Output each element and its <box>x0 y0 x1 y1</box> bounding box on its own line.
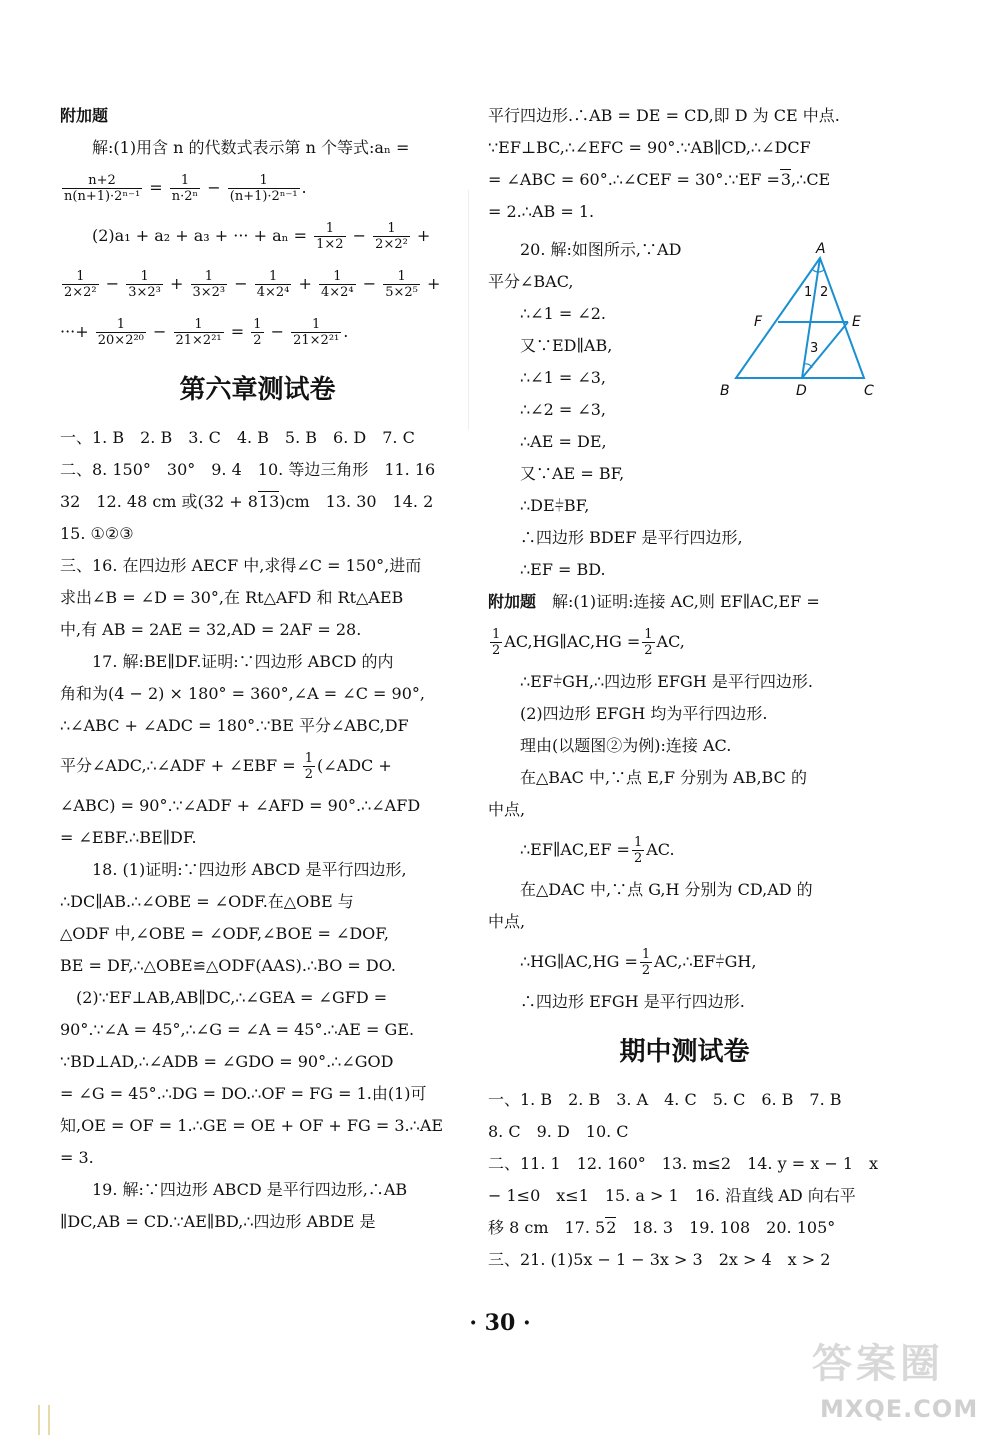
extra-q-line: $\frac{1}{2}$ AC,HG∥AC,HG = $\frac{1}{2}$ AC, <box>492 627 685 658</box>
sqrt: 2 <box>606 1218 617 1237</box>
answers-section-2b: 32 12. 48 cm 或(32 + 813)cm 13. 30 14. 2 <box>60 492 434 511</box>
triangle-figure <box>712 238 882 400</box>
q17-line: 角和为(4 − 2) × 180° = 360°,∠A = ∠C = 90°, <box>60 684 425 703</box>
q19-cont: 平行四边形.∴AB = DE = CD,即 D 为 CE 中点. <box>488 106 840 125</box>
extra-q-line: ∴四边形 EFGH 是平行四边形. <box>520 992 745 1011</box>
label-e: E <box>852 314 861 330</box>
extra-q-line: 中点, <box>488 800 526 819</box>
sqrt: 13 <box>258 492 280 511</box>
line-general-term: 解:(1)用含 n 的代数式表示第 n 个等式:aₙ = <box>92 138 410 157</box>
q20-line: ∴EF = BD. <box>520 560 606 579</box>
q18-line: 90°.∵∠A = 45°,∴∠G = ∠A = 45°.∴AE = GE. <box>60 1020 415 1039</box>
q19-cont: = ∠ABC = 60°.∴∠CEF = 30°.∵EF =3,∴CE <box>488 170 831 189</box>
angle-label-2: 2 <box>820 285 829 300</box>
q20-line: 平分∠BAC, <box>488 272 574 291</box>
label-d: D <box>796 383 807 399</box>
q16-line: 求出∠B = ∠D = 30°,在 Rt△AFD 和 Rt△AEB <box>60 588 404 607</box>
label-f: F <box>754 314 763 330</box>
extra-q-line: ∴EF∥AC,EF = $\frac{1}{2}$ AC. <box>520 835 675 866</box>
q19-cont: ∵EF⊥BC,∴∠EFC = 90°.∵AB∥CD,∴∠DCF <box>488 138 811 157</box>
q18-line: BE = DF,∴△OBE≌△ODF(AAS).∴BO = DO. <box>60 956 396 975</box>
extra-q-line: 附加题 解:(1)证明:连接 AC,则 EF∥AC,EF = <box>488 592 820 611</box>
q18-line: 18. (1)证明:∵四边形 ABCD 是平行四边形, <box>92 860 407 879</box>
q18-line: = ∠G = 45°.∴DG = DO.∴OF = FG = 1.由(1)可 <box>60 1084 427 1103</box>
q20-line: ∴四边形 BDEF 是平行四边形, <box>520 528 743 547</box>
page-edge-mark <box>38 1405 50 1435</box>
q20-line: 又∵AE = BF, <box>520 464 625 483</box>
fraction: $\frac{1}{\text{n·2ⁿ}}$ <box>171 173 199 204</box>
extra-q-line: (2)四边形 EFGH 均为平行四边形. <box>520 704 768 723</box>
extra-q-line: ∴HG∥AC,HG = $\frac{1}{2}$ AC,∴EF⫩GH, <box>520 947 757 978</box>
q18-line: 知,OE = OF = 1.∴GE = OE + OF + FG = 3.∴AE <box>60 1116 444 1135</box>
q16-line: 三、16. 在四边形 AECF 中,求得∠C = 150°,进而 <box>60 556 422 575</box>
midterm-title: 期中测试卷 <box>619 1037 750 1067</box>
q19-cont: = 2.∴AB = 1. <box>488 202 595 221</box>
line-fraction-identity: $\frac{n+2}{\text{n(n+1)·2ⁿ⁻¹}}$ = $\frac{1}{\text{n·2ⁿ}}$ − $\frac{1}{\text{(n+1)·2ⁿ⁻¹}}$ . <box>64 173 307 204</box>
midterm-answers: 三、21. (1)5x − 1 − 3x > 3 2x > 4 x > 2 <box>488 1250 831 1269</box>
label-b: B <box>720 383 730 399</box>
midterm-answers: 8. C 9. D 10. C <box>488 1122 629 1141</box>
midterm-answers: 一、1. B 2. B 3. A 4. C 5. C 6. B 7. B <box>488 1090 842 1109</box>
left-column <box>60 100 455 1238</box>
q17-line: 平分∠ADC,∴∠ADF + ∠EBF = $\frac{1}{2}$ (∠ADC + <box>60 751 392 782</box>
q18-line: ∵BD⊥AD,∴∠ADB = ∠GDO = 90°.∴∠GOD <box>60 1052 394 1071</box>
line-sum-3: ···+ $\frac{1}{\text{20×2²⁰}}$ − $\frac{1}{\text{21×2²¹}}$ = $\frac{1}{2}$ − $\frac{1}{\text{21×2²¹}}$ . <box>60 317 349 348</box>
q20-line: ∴∠2 = ∠3, <box>520 400 607 419</box>
fraction: $\frac{1}{\text{(n+1)·2ⁿ⁻¹}}$ <box>229 173 298 204</box>
answers-section-2: 二、8. 150° 30° 9. 4 10. 等边三角形 11. 16 <box>60 460 436 479</box>
angle-label-3: 3 <box>810 341 819 356</box>
watermark-text: 答案圈 <box>812 1341 944 1387</box>
page-number: · 30 · <box>469 1310 531 1336</box>
q20-line: ∴DE⫩BF, <box>520 496 590 515</box>
q18-line: (2)∵EF⊥AB,AB∥DC,∴∠GEA = ∠GFD = <box>76 988 388 1007</box>
midterm-answers: − 1≤0 x≤1 15. a > 1 16. 沿直线 AD 向右平 <box>488 1186 856 1205</box>
extra-title-left: 附加题 <box>60 106 109 125</box>
line-sum-2: $\frac{1}{\text{2×2²}}$ − $\frac{1}{\text{3×2³}}$ + $\frac{1}{\text{3×2³}}$ − $\frac{1}{\text{4×2⁴}}$ + $\frac{1}{\text{4×2⁴}}$ − $\frac{1}{\text{5×2⁵}}$ + <box>64 269 441 300</box>
answers-section-2c: 15. ①②③ <box>60 524 134 543</box>
extra-q-line: 理由(以题图②为例):连接 AC. <box>520 736 732 755</box>
q16-line: 中,有 AB = 2AE = 32,AD = 2AF = 28. <box>60 620 362 639</box>
extra-q-line: ∴EF⫩GH,∴四边形 EFGH 是平行四边形. <box>520 672 813 691</box>
q17-line: ∴∠ABC + ∠ADC = 180°.∵BE 平分∠ABC,DF <box>60 716 409 735</box>
q19-line: ∥DC,AB = CD.∵AE∥BD,∴四边形 ABDE 是 <box>60 1212 376 1231</box>
fraction: $\frac{n+2}{\text{n(n+1)·2ⁿ⁻¹}}$ <box>64 173 141 204</box>
answers-section-1: 一、1. B 2. B 3. C 4. B 5. B 6. D 7. C <box>60 428 415 447</box>
q20-line: 20. 解:如图所示,∵AD <box>520 240 682 259</box>
q17-line: = ∠EBF.∴BE∥DF. <box>60 828 197 847</box>
line-sum: (2)a₁ + a₂ + a₃ + ··· + aₙ = $\frac{1}{1\times 2}$ − $\frac{1}{\text{2×2²}}$ + <box>92 221 431 252</box>
sqrt: 3 <box>780 170 792 189</box>
q20-line: ∴∠1 = ∠2. <box>520 304 607 323</box>
extra-q-line: 在△DAC 中,∵点 G,H 分别为 CD,AD 的 <box>520 880 813 899</box>
q20-line: ∴AE = DE, <box>520 432 607 451</box>
extra-q-line: 在△BAC 中,∵点 E,F 分别为 AB,BC 的 <box>520 768 807 787</box>
q18-line: △ODF 中,∠OBE = ∠ODF,∠BOE = ∠DOF, <box>60 924 389 943</box>
q17-line: ∠ABC) = 90°.∵∠ADF + ∠AFD = 90°.∴∠AFD <box>60 796 421 815</box>
q18-line: = 3. <box>60 1148 94 1167</box>
chapter-six-title: 第六章测试卷 <box>179 375 336 405</box>
center-divider <box>468 190 469 430</box>
q17-line: 17. 解:BE∥DF.证明:∵四边形 ABCD 的内 <box>92 652 394 671</box>
q18-line: ∴DC∥AB.∴∠OBE = ∠ODF.在△OBE 与 <box>60 892 354 911</box>
q19-line: 19. 解:∵四边形 ABCD 是平行四边形,∴AB <box>92 1180 408 1199</box>
q20-line: ∴∠1 = ∠3, <box>520 368 607 387</box>
label-a: A <box>816 241 826 257</box>
watermark-logo <box>782 1317 982 1437</box>
midterm-answers: 二、11. 1 12. 160° 13. m≤2 14. y = x − 1 x <box>488 1154 879 1173</box>
q20-line: 又∵ED∥AB, <box>520 336 613 355</box>
watermark-url: MXQE.COM <box>820 1395 979 1423</box>
angle-label-1: 1 <box>804 285 813 300</box>
extra-q-line: 中点, <box>488 912 526 931</box>
label-c: C <box>864 383 874 399</box>
midterm-answers: 移 8 cm 17. 52 18. 3 19. 108 20. 105° <box>488 1218 836 1237</box>
